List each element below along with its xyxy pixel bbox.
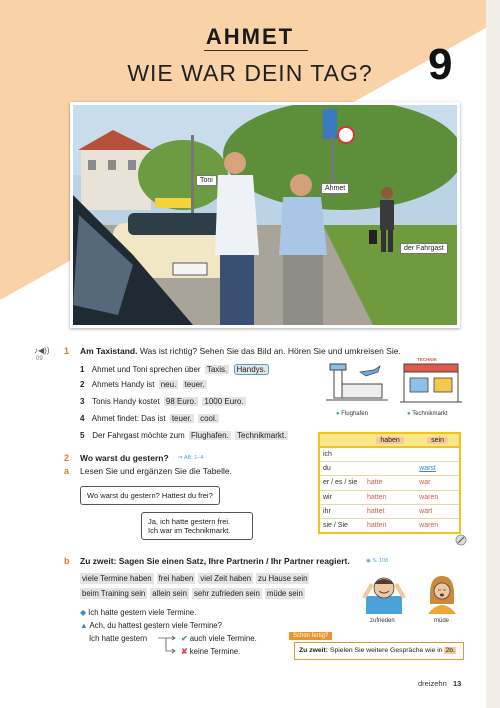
- speech-bubble-answer: Ja, ich hatte gestern frei. Ich war im Technikmarkt.: [141, 512, 253, 540]
- option[interactable]: teuer.: [171, 414, 192, 423]
- item-text: Tonis Handy kostet: [92, 397, 160, 406]
- shop-label: ● Technikmarkt: [407, 411, 448, 417]
- exercise-1-item: [80, 414, 219, 423]
- satisfied-label: zufrieden: [370, 618, 395, 624]
- exercise-2b-letter: b: [64, 556, 70, 566]
- page-word: dreizehn: [418, 679, 447, 688]
- item-text: Der Fahrgast möchte zum: [92, 431, 185, 440]
- blank-cell[interactable]: [364, 447, 416, 461]
- chapter-rule: [204, 50, 308, 51]
- phrase: viele Termine haben: [82, 574, 152, 583]
- exercise-1-number: 1: [64, 346, 70, 356]
- table-row: wir hatten waren: [319, 490, 460, 504]
- table-row: sie / Sie hatten waren: [319, 519, 460, 533]
- phrase-row-2: [80, 589, 308, 598]
- option[interactable]: 98 Euro.: [165, 397, 197, 406]
- tired-label: müde: [434, 618, 450, 624]
- example-line-3: Ich hatte gestern: [89, 634, 148, 643]
- exercise-1-text: Was ist richtig? Sehen Sie das Bild an. Hören Sie und umkreisen Sie.: [139, 346, 401, 356]
- exercise-1-item: [80, 380, 207, 389]
- header-haben: haben: [364, 433, 416, 447]
- exercise-2-title: Wo warst du gestern?: [80, 453, 169, 463]
- exercise-1-title: Am Taxistand.: [80, 346, 138, 356]
- airport-label: ● Flughafen: [336, 411, 368, 417]
- option[interactable]: cool.: [200, 414, 217, 423]
- label-ahmet: Ahmet: [321, 183, 349, 194]
- example-line-2: ▲ Ach, du hattest gestern viele Termine?: [80, 621, 222, 630]
- shop-icon: [400, 360, 462, 406]
- photo-illustration: [73, 105, 457, 325]
- shop-sign: TECHNIK: [417, 357, 437, 362]
- conjugation-table: [318, 432, 461, 534]
- phrase: beim Training sein: [82, 589, 146, 598]
- phrase: zu Hause sein: [258, 574, 308, 583]
- exercise-2-number: 2: [64, 453, 70, 463]
- page-number: 13: [453, 679, 462, 688]
- option[interactable]: Taxis.: [206, 365, 228, 374]
- tip-tag: Schon fertig?: [289, 632, 332, 640]
- airport-icon: [326, 362, 388, 406]
- option[interactable]: Technikmarkt.: [237, 431, 287, 440]
- satisfied-person-icon: [358, 574, 410, 614]
- phrase: sehr zufrieden sein: [193, 589, 260, 598]
- exercise-1-item: [80, 364, 269, 375]
- ab-reference: ⇒ AB: 1–4: [178, 455, 204, 461]
- example-line-1: ◆ Ich hatte gestern viele Termine.: [80, 608, 197, 617]
- item-text: Ahmet findet: Das ist: [91, 414, 166, 423]
- branch-arrows-icon: [158, 634, 178, 656]
- label-toni: Toni: [196, 175, 217, 186]
- item-text: Ahmets Handy ist: [91, 380, 155, 389]
- phrase: müde sein: [266, 589, 303, 598]
- tired-person-icon: [420, 574, 464, 614]
- blank-cell[interactable]: [364, 461, 416, 475]
- item-number: 1: [80, 365, 85, 374]
- label-fahrgast: der Fahrgast: [400, 243, 448, 254]
- pencil-icon: [455, 534, 467, 546]
- option[interactable]: teuer.: [184, 380, 205, 389]
- phrase: allein sein: [152, 589, 187, 598]
- audio-track-number: 09: [36, 356, 43, 362]
- tip-box: Zu zweit: Spielen Sie weitere Gespräche wie in 2b.: [294, 642, 464, 660]
- exercise-1-instruction: [80, 346, 401, 356]
- exercise-1-item: [80, 397, 246, 406]
- phrase: viel Zeit haben: [200, 574, 252, 583]
- taxi-stand-photo: [70, 102, 460, 328]
- example-no: ✘ keine Termine.: [181, 647, 241, 656]
- chapter-number: 9: [428, 40, 453, 89]
- table-row: ihr hattet wart: [319, 505, 460, 519]
- table-row: du warst: [319, 461, 460, 475]
- chapter-title: WIE WAR DEIN TAG?: [127, 60, 373, 86]
- option[interactable]: Flughafen.: [190, 431, 229, 440]
- option[interactable]: neu.: [160, 380, 177, 389]
- item-number: 5: [80, 431, 85, 440]
- exercise-1-item: [80, 431, 288, 440]
- table-row: er / es / sie hatte war: [319, 476, 460, 490]
- chapter-name: AHMET: [205, 24, 295, 49]
- exercise-2b-instruction: Zu zweit: Sagen Sie einen Satz, Ihre Partnerin / Ihr Partner reagiert.: [80, 556, 350, 566]
- page-edge: [486, 0, 500, 708]
- audio-icon[interactable]: ♪◀)): [34, 346, 50, 355]
- table-row: ich: [319, 447, 460, 461]
- header-sein: sein: [416, 433, 460, 447]
- example-yes: ✔ auch viele Termine.: [181, 634, 257, 643]
- item-number: 3: [80, 397, 85, 406]
- speech-reference: ◉ S. 108: [366, 558, 389, 564]
- phrase: frei haben: [158, 574, 194, 583]
- item-number: 2: [80, 380, 85, 389]
- item-number: 4: [80, 414, 85, 423]
- item-text: Ahmet und Toni sprechen über: [91, 365, 201, 374]
- exercise-2a-letter: a: [64, 466, 70, 476]
- option-circled[interactable]: Handys.: [234, 364, 269, 375]
- exercise-2a-instruction: Lesen Sie und ergänzen Sie die Tabelle.: [80, 466, 233, 476]
- blank-cell[interactable]: [416, 447, 460, 461]
- phrase-row-1: [80, 574, 312, 583]
- option[interactable]: 1000 Euro.: [204, 397, 244, 406]
- speech-bubble-question: Wo warst du gestern? Hattest du frei?: [80, 486, 220, 505]
